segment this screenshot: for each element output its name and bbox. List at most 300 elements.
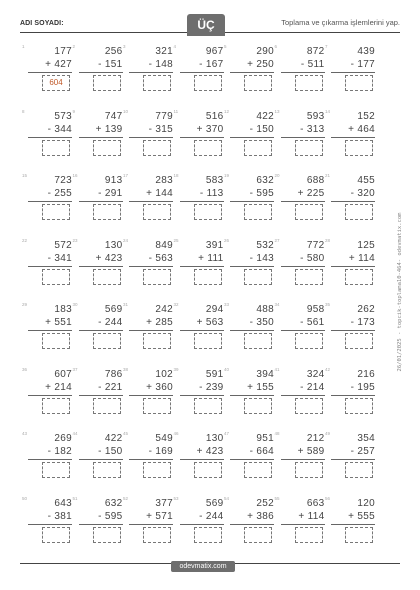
second-operand: 214 [306, 381, 325, 393]
answer-box[interactable] [143, 527, 171, 543]
sum-line [281, 266, 325, 267]
second-operand-line [28, 317, 72, 328]
answer-box[interactable] [345, 204, 373, 220]
first-operand: 573 [54, 110, 72, 122]
problem [174, 302, 224, 362]
first-operand: 632 [104, 497, 123, 509]
first-operand: 391 [205, 239, 224, 251]
second-operand: 225 [306, 188, 325, 199]
operator: - [148, 446, 153, 457]
problem [275, 238, 325, 298]
problem-number: 4 [173, 44, 177, 49]
problem [325, 302, 375, 362]
operator: - [47, 510, 52, 522]
problem-number: 51 [72, 495, 78, 501]
answer-box[interactable] [345, 527, 373, 543]
problem-number: 38 [123, 366, 129, 372]
operator: + [45, 59, 52, 70]
second-operand-line [129, 511, 173, 522]
problem [325, 238, 375, 298]
problem-number: 5 [224, 44, 227, 49]
sum-line [28, 266, 72, 267]
answer-box[interactable] [93, 462, 121, 478]
second-operand-line [331, 59, 375, 70]
answer-box[interactable] [93, 140, 121, 156]
problem-row [22, 173, 382, 233]
second-operand-line [230, 317, 274, 328]
problem-number: 10 [123, 108, 129, 114]
answer-box[interactable] [295, 204, 323, 220]
answer-box[interactable] [42, 398, 70, 414]
answer-box[interactable] [194, 333, 222, 349]
answer-box[interactable] [42, 462, 70, 478]
second-operand: 315 [155, 123, 173, 135]
problem-number: 50 [22, 495, 28, 501]
second-operand: 360 [155, 381, 173, 393]
first-operand: 256 [104, 46, 123, 57]
second-operand: 563 [155, 252, 173, 264]
sum-line [28, 330, 72, 331]
problem [174, 173, 224, 233]
sum-line [28, 137, 72, 138]
answer-box[interactable] [93, 75, 121, 91]
first-operand: 102 [155, 368, 173, 380]
second-operand-line [180, 511, 224, 522]
operator: - [98, 446, 102, 457]
operator: + [95, 123, 102, 135]
second-operand-line [28, 382, 72, 393]
answer-box[interactable] [93, 333, 121, 349]
operator: + [95, 252, 102, 264]
operator: + [45, 317, 52, 328]
operator: - [47, 446, 52, 457]
second-operand: 244 [205, 510, 224, 522]
second-operand-line [230, 253, 274, 264]
first-operand: 183 [54, 304, 72, 315]
second-operand-line [129, 59, 173, 70]
second-operand-line [79, 382, 123, 393]
problem-number: 42 [325, 366, 331, 372]
problem [275, 302, 325, 362]
problem-row [22, 238, 382, 298]
answer-box[interactable] [345, 140, 373, 156]
second-operand-line [180, 253, 224, 264]
first-operand: 591 [205, 368, 224, 380]
operator: - [300, 59, 305, 70]
answer-box[interactable] [194, 75, 222, 91]
answer-box[interactable] [295, 398, 323, 414]
first-operand: 252 [256, 497, 274, 509]
answer-box[interactable] [194, 462, 222, 478]
second-operand: 182 [54, 446, 72, 457]
answer-box[interactable] [244, 333, 272, 349]
sum-line [331, 266, 375, 267]
operator: - [47, 123, 52, 135]
problem [22, 44, 72, 104]
second-operand: 344 [54, 123, 72, 135]
first-operand: 377 [155, 497, 173, 509]
second-operand-line [129, 188, 173, 199]
second-operand-line [180, 124, 224, 135]
operator: - [350, 59, 355, 70]
operator: + [298, 510, 305, 522]
answer-box[interactable] [295, 527, 323, 543]
first-operand: 747 [104, 110, 123, 122]
answer-box[interactable] [244, 527, 272, 543]
second-operand-line [129, 446, 173, 457]
first-operand: 593 [306, 110, 325, 122]
second-operand: 350 [256, 317, 274, 328]
problem [22, 109, 72, 169]
sum-line [28, 524, 72, 525]
answer-box[interactable] [244, 140, 272, 156]
problem-number: 47 [224, 431, 230, 436]
first-operand: 283 [155, 175, 173, 186]
first-operand: 632 [256, 175, 274, 186]
sum-line [28, 395, 72, 396]
second-operand-line [281, 511, 325, 522]
sum-line [28, 72, 72, 73]
first-operand: 130 [205, 433, 224, 444]
problem [224, 431, 274, 491]
problem-number: 35 [325, 302, 331, 307]
first-operand: 779 [155, 110, 173, 122]
second-operand: 221 [104, 381, 123, 393]
sum-line [180, 201, 224, 202]
first-operand: 422 [256, 110, 274, 122]
problem-number: 43 [22, 431, 28, 436]
answer-box[interactable] [194, 527, 222, 543]
answer-box[interactable] [194, 269, 222, 285]
first-operand: 125 [357, 239, 375, 251]
problem [123, 173, 173, 233]
problem [123, 44, 173, 104]
sum-line [230, 201, 274, 202]
answer-box[interactable] [244, 398, 272, 414]
second-operand-line [230, 446, 274, 457]
first-operand: 872 [306, 46, 325, 57]
operator: - [98, 317, 102, 328]
problem [73, 173, 123, 233]
second-operand: 239 [205, 381, 224, 393]
first-operand: 723 [54, 175, 72, 186]
second-operand: 580 [306, 252, 325, 264]
answer-box[interactable] [295, 333, 323, 349]
problem-number: 2 [72, 44, 76, 49]
second-operand: 114 [358, 252, 375, 264]
problem-number: 6 [274, 44, 278, 49]
first-operand: 242 [155, 304, 173, 315]
second-operand-line [281, 124, 325, 135]
answer-box[interactable] [244, 75, 272, 91]
problem-number: 26 [224, 237, 230, 243]
operator: - [249, 446, 254, 457]
first-operand: 549 [155, 433, 173, 444]
problem [325, 431, 375, 491]
answer-box[interactable] [295, 75, 323, 91]
problem-number: 23 [72, 237, 78, 243]
first-operand: 294 [205, 304, 224, 315]
answer-box[interactable] [345, 75, 373, 91]
second-operand: 255 [54, 188, 72, 199]
first-operand: 394 [256, 368, 274, 380]
answer-box[interactable] [345, 333, 373, 349]
answer-box[interactable] [295, 462, 323, 478]
sum-line [331, 330, 375, 331]
sum-line [129, 137, 173, 138]
sum-line [281, 459, 325, 460]
answer-box[interactable] [143, 269, 171, 285]
sum-line [129, 459, 173, 460]
answer-box[interactable] [93, 269, 121, 285]
answer-box[interactable] [194, 398, 222, 414]
problem [123, 496, 173, 556]
problem-number: 32 [173, 302, 179, 307]
answer-box[interactable] [42, 269, 70, 285]
problem [275, 109, 325, 169]
operator: + [146, 317, 153, 328]
second-operand: 144 [155, 188, 173, 199]
second-operand: 150 [104, 446, 123, 457]
second-operand: 113 [206, 188, 224, 199]
first-operand: 516 [205, 110, 224, 122]
problem-number: 24 [123, 237, 129, 243]
first-operand: 532 [256, 239, 274, 251]
operator: - [249, 317, 254, 328]
operator: + [146, 510, 153, 522]
second-operand-line [281, 253, 325, 264]
sum-line [230, 395, 274, 396]
operator: + [297, 446, 304, 457]
problem-number: 16 [72, 173, 78, 178]
sum-line [281, 395, 325, 396]
answer-box[interactable] [244, 269, 272, 285]
sum-line [129, 266, 173, 267]
answer-box[interactable] [143, 398, 171, 414]
sum-line [331, 524, 375, 525]
operator: + [198, 252, 205, 264]
second-operand-line [129, 124, 173, 135]
problem [123, 367, 173, 427]
sum-line [180, 395, 224, 396]
problem [123, 109, 173, 169]
second-operand-line [331, 382, 375, 393]
second-operand: 167 [205, 59, 224, 70]
second-operand-line [79, 253, 123, 264]
problem-number: 21 [325, 173, 331, 178]
problem-number: 52 [123, 495, 129, 501]
operator: + [247, 59, 254, 70]
answer-box[interactable] [295, 140, 323, 156]
second-operand: 555 [357, 510, 375, 522]
problem [224, 44, 274, 104]
problem [224, 173, 274, 233]
sum-line [230, 266, 274, 267]
second-operand-line [180, 382, 224, 393]
answer-box[interactable] [143, 333, 171, 349]
problem-number: 55 [274, 495, 280, 501]
second-operand: 111 [207, 252, 224, 264]
problem [224, 367, 274, 427]
first-operand: 583 [205, 175, 224, 186]
operator: - [148, 123, 153, 135]
sum-line [79, 524, 123, 525]
problem-number: 22 [22, 237, 28, 243]
side-footnote-text: 26/01/2025 - topcik-toplama10-464- odevmatix.com [397, 212, 403, 372]
sum-line [180, 137, 224, 138]
second-operand-line [230, 124, 274, 135]
sum-line [79, 266, 123, 267]
second-operand-line [28, 59, 72, 70]
sum-line [129, 201, 173, 202]
second-operand: 571 [155, 510, 173, 522]
operator: - [350, 317, 355, 328]
sum-line [79, 459, 123, 460]
problem-number: 44 [72, 431, 78, 436]
answer-box[interactable] [244, 204, 272, 220]
worksheet-header [20, 14, 400, 38]
second-operand: 381 [54, 510, 72, 522]
second-operand: 177 [357, 59, 375, 70]
problem-row [22, 496, 382, 556]
sum-line [281, 72, 325, 73]
problem [22, 367, 72, 427]
answer-box[interactable] [93, 527, 121, 543]
second-operand: 244 [104, 317, 123, 328]
second-operand: 285 [155, 317, 173, 328]
second-operand: 551 [54, 317, 72, 328]
problem [174, 44, 224, 104]
problem-number: 46 [173, 431, 179, 436]
first-operand: 290 [256, 46, 274, 57]
problem-number: 12 [224, 108, 230, 114]
answer-box[interactable] [345, 398, 373, 414]
answer-box[interactable] [244, 462, 272, 478]
sum-line [331, 459, 375, 460]
problem-number: 48 [274, 431, 280, 436]
answer-box[interactable] [42, 333, 70, 349]
first-operand: 488 [256, 304, 274, 315]
operator: + [196, 317, 203, 328]
sum-line [129, 524, 173, 525]
problem-number: 15 [22, 173, 28, 178]
operator: + [247, 381, 254, 393]
first-operand: 688 [306, 175, 325, 186]
problem-number: 29 [22, 302, 28, 307]
answer-box[interactable] [42, 527, 70, 543]
answer-box[interactable] [93, 398, 121, 414]
second-operand-line [281, 317, 325, 328]
second-operand: 173 [357, 317, 375, 328]
problem-number: 30 [72, 302, 78, 307]
second-operand-line [230, 511, 274, 522]
problem-number: 28 [325, 237, 331, 243]
answer-box[interactable] [143, 75, 171, 91]
operator: - [98, 510, 102, 522]
sum-line [281, 201, 325, 202]
sum-line [129, 330, 173, 331]
answer-box[interactable] [143, 462, 171, 478]
answer-box[interactable]: 604 [42, 75, 70, 91]
second-operand-line [28, 253, 72, 264]
instructions-text: Toplama ve çıkarma işlemlerini yap. [281, 18, 400, 27]
second-operand: 148 [155, 59, 173, 70]
first-operand: 967 [205, 46, 224, 57]
second-operand: 427 [54, 59, 72, 70]
problem [224, 302, 274, 362]
second-operand-line [331, 317, 375, 328]
first-operand: 152 [357, 110, 375, 122]
second-operand: 511 [307, 59, 325, 70]
second-operand-line [230, 188, 274, 199]
second-operand-line [180, 446, 224, 457]
problem [174, 496, 224, 556]
problem-number: 45 [123, 431, 129, 436]
second-operand: 139 [104, 123, 123, 135]
first-operand: 913 [104, 175, 123, 186]
second-operand: 370 [205, 123, 224, 135]
operator: - [47, 252, 52, 264]
answer-box[interactable] [345, 462, 373, 478]
problem-number: 20 [274, 173, 280, 178]
first-operand: 643 [54, 497, 72, 509]
sum-line [230, 459, 274, 460]
first-operand: 177 [54, 46, 72, 57]
answer-box[interactable] [143, 204, 171, 220]
sum-line [331, 395, 375, 396]
first-operand: 321 [155, 46, 173, 57]
problem-number: 39 [173, 366, 179, 372]
second-operand: 291 [104, 188, 123, 199]
problem-number: 3 [123, 44, 126, 49]
first-operand: 569 [205, 497, 224, 509]
answer-box[interactable] [345, 269, 373, 285]
answer-box[interactable] [42, 204, 70, 220]
answer-box[interactable] [143, 140, 171, 156]
problem [22, 173, 72, 233]
second-operand: 341 [54, 252, 72, 264]
answer-box[interactable] [194, 204, 222, 220]
problem-row [22, 367, 382, 427]
sum-line [331, 137, 375, 138]
answer-box[interactable] [93, 204, 121, 220]
problem [73, 302, 123, 362]
answer-box[interactable] [42, 140, 70, 156]
operator: - [300, 381, 304, 393]
operator: - [249, 188, 254, 199]
first-operand: 354 [357, 433, 375, 444]
second-operand: 423 [104, 252, 123, 264]
problem [325, 173, 375, 233]
first-operand: 772 [306, 239, 325, 251]
operator: - [148, 59, 153, 70]
second-operand-line [28, 124, 72, 135]
sum-line [79, 330, 123, 331]
answer-box[interactable] [194, 140, 222, 156]
operator: - [47, 188, 52, 199]
problem-number: 8 [22, 108, 25, 114]
problem [275, 496, 325, 556]
problem-number: 53 [173, 495, 179, 501]
problem-number: 49 [325, 431, 331, 436]
problem [275, 44, 325, 104]
sum-line [79, 137, 123, 138]
sum-line [281, 137, 325, 138]
sum-line [180, 266, 224, 267]
answer-box[interactable] [295, 269, 323, 285]
operator: - [199, 510, 203, 522]
problem [73, 238, 123, 298]
